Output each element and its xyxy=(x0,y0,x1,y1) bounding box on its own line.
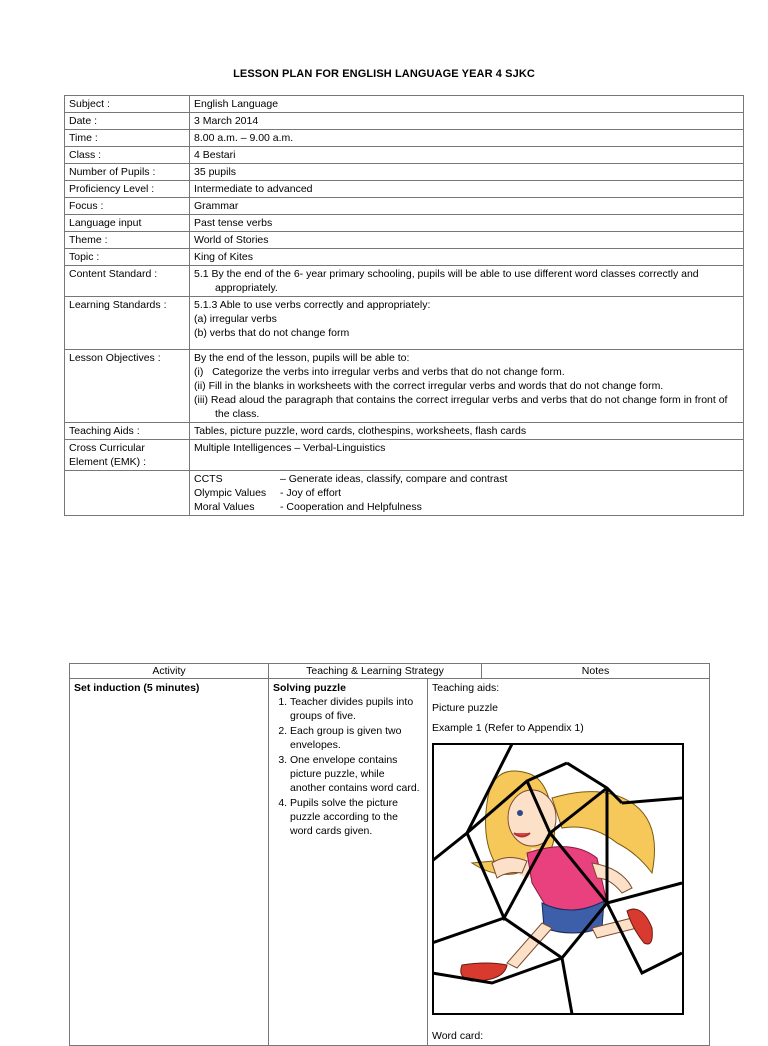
notes-teaching-aids: Teaching aids: xyxy=(432,682,500,694)
info-row-language-input xyxy=(65,215,744,232)
info-label: Content Standard : xyxy=(65,266,190,297)
info-label: Focus : xyxy=(65,198,190,215)
info-value xyxy=(190,471,744,516)
objectives-intro: By the end of the lesson, pupils will be able to: xyxy=(194,352,410,364)
info-value: Past tense verbs xyxy=(190,215,744,232)
info-value: 8.00 a.m. – 9.00 a.m. xyxy=(190,130,744,147)
info-value: Grammar xyxy=(190,198,744,215)
notes-word-card: Word card: xyxy=(432,1030,484,1042)
header-activity: Activity xyxy=(70,664,269,679)
info-row-class xyxy=(65,147,744,164)
activity-table xyxy=(69,663,710,1046)
strategy-step: 1. Teacher divides pupils into groups of five. xyxy=(290,695,423,723)
objective-text: Read aloud the paragraph that contains the correct irregular verbs and verbs that do not change form in front of the class. xyxy=(210,394,728,420)
activity-cell: Set induction (5 minutes) xyxy=(70,679,269,1046)
info-label-empty xyxy=(65,471,190,516)
info-label: Teaching Aids : xyxy=(65,423,190,440)
header-notes-label: Notes xyxy=(581,665,610,677)
header-strategy xyxy=(269,664,710,679)
value-key: Olympic Values xyxy=(194,487,267,499)
activity-header-row xyxy=(70,664,710,679)
activity-row xyxy=(70,679,710,1046)
info-label: Cross Curricular Element (EMK) : xyxy=(65,440,190,471)
learning-standard-line: 5.1.3 Able to use verbs correctly and appropriately: xyxy=(194,299,431,311)
lesson-info-table xyxy=(64,95,744,516)
info-row-subject xyxy=(65,96,744,113)
strategy-steps xyxy=(273,695,423,838)
info-label: Language input xyxy=(65,215,190,232)
objective-text: Categorize the verbs into irregular verbs and verbs that do not change form. xyxy=(212,366,565,378)
info-row-values xyxy=(65,471,744,516)
info-row-pupils xyxy=(65,164,744,181)
header-strategy-label: Teaching & Learning Strategy xyxy=(269,664,482,678)
objective-number: (ii) xyxy=(194,380,206,392)
info-row-theme xyxy=(65,232,744,249)
value-line xyxy=(194,486,739,500)
info-label: Number of Pupils : xyxy=(65,164,190,181)
content-standard-text: 5.1 By the end of the 6- year primary schooling, pupils will be able to use different word classes correctly and appropriately. xyxy=(194,268,699,294)
picture-puzzle-image xyxy=(432,743,684,1015)
value-line xyxy=(194,500,739,514)
value-text: - Cooperation and Helpfulness xyxy=(280,501,422,513)
info-label: Topic : xyxy=(65,249,190,266)
strategy-step: 3. One envelope contains picture puzzle, while another contains word card. xyxy=(290,753,423,795)
value-line xyxy=(194,472,739,486)
info-value: 35 pupils xyxy=(190,164,744,181)
objective-item xyxy=(194,379,739,393)
info-value: Multiple Intelligences – Verbal-Linguistics xyxy=(190,440,744,471)
objective-text: Fill in the blanks in worksheets with the correct irregular verbs and words that do not change form. xyxy=(208,380,664,392)
info-value xyxy=(190,266,744,297)
info-value: 3 March 2014 xyxy=(190,113,744,130)
objective-number: (iii) xyxy=(194,394,208,406)
info-value: 4 Bestari xyxy=(190,147,744,164)
strategy-step: 4. Pupils solve the picture puzzle according to the word cards given. xyxy=(290,796,423,838)
info-label: Time : xyxy=(65,130,190,147)
strategy-cell xyxy=(269,679,428,1046)
objective-number: (i) xyxy=(194,366,204,378)
info-value: King of Kites xyxy=(190,249,744,266)
info-value xyxy=(190,297,744,350)
info-label: Subject : xyxy=(65,96,190,113)
value-key: Moral Values xyxy=(194,501,255,513)
info-row-teaching-aids xyxy=(65,423,744,440)
info-value: Tables, picture puzzle, word cards, clothespins, worksheets, flash cards xyxy=(190,423,744,440)
notes-example: Example 1 (Refer to Appendix 1) xyxy=(432,722,584,734)
info-label: Class : xyxy=(65,147,190,164)
info-row-topic xyxy=(65,249,744,266)
info-value xyxy=(190,350,744,423)
notes-picture-puzzle: Picture puzzle xyxy=(432,702,498,714)
objective-item xyxy=(194,365,739,379)
info-row-proficiency xyxy=(65,181,744,198)
value-text: – Generate ideas, classify, compare and contrast xyxy=(280,473,508,485)
document-title: LESSON PLAN FOR ENGLISH LANGUAGE YEAR 4 SJKC xyxy=(233,68,535,80)
info-label: Lesson Objectives : xyxy=(65,350,190,423)
info-row-date xyxy=(65,113,744,130)
strategy-title: Solving puzzle xyxy=(273,682,346,694)
info-value: World of Stories xyxy=(190,232,744,249)
info-row-lesson-objectives xyxy=(65,350,744,423)
strategy-step: 2. Each group is given two envelopes. xyxy=(290,724,423,752)
info-value: English Language xyxy=(190,96,744,113)
info-label: Proficiency Level : xyxy=(65,181,190,198)
info-value: Intermediate to advanced xyxy=(190,181,744,198)
info-row-time xyxy=(65,130,744,147)
info-row-cross-curricular xyxy=(65,440,744,471)
objective-item xyxy=(194,393,739,421)
notes-cell xyxy=(428,679,710,1046)
info-row-content-standard xyxy=(65,266,744,297)
learning-standard-line: (a) irregular verbs xyxy=(194,313,277,325)
info-label: Date : xyxy=(65,113,190,130)
info-row-learning-standards xyxy=(65,297,744,350)
info-label: Learning Standards : xyxy=(65,297,190,350)
value-key: CCTS xyxy=(194,473,223,485)
learning-standard-line: (b) verbs that do not change form xyxy=(194,327,350,339)
value-text: - Joy of effort xyxy=(280,487,342,499)
info-label: Theme : xyxy=(65,232,190,249)
info-row-focus xyxy=(65,198,744,215)
